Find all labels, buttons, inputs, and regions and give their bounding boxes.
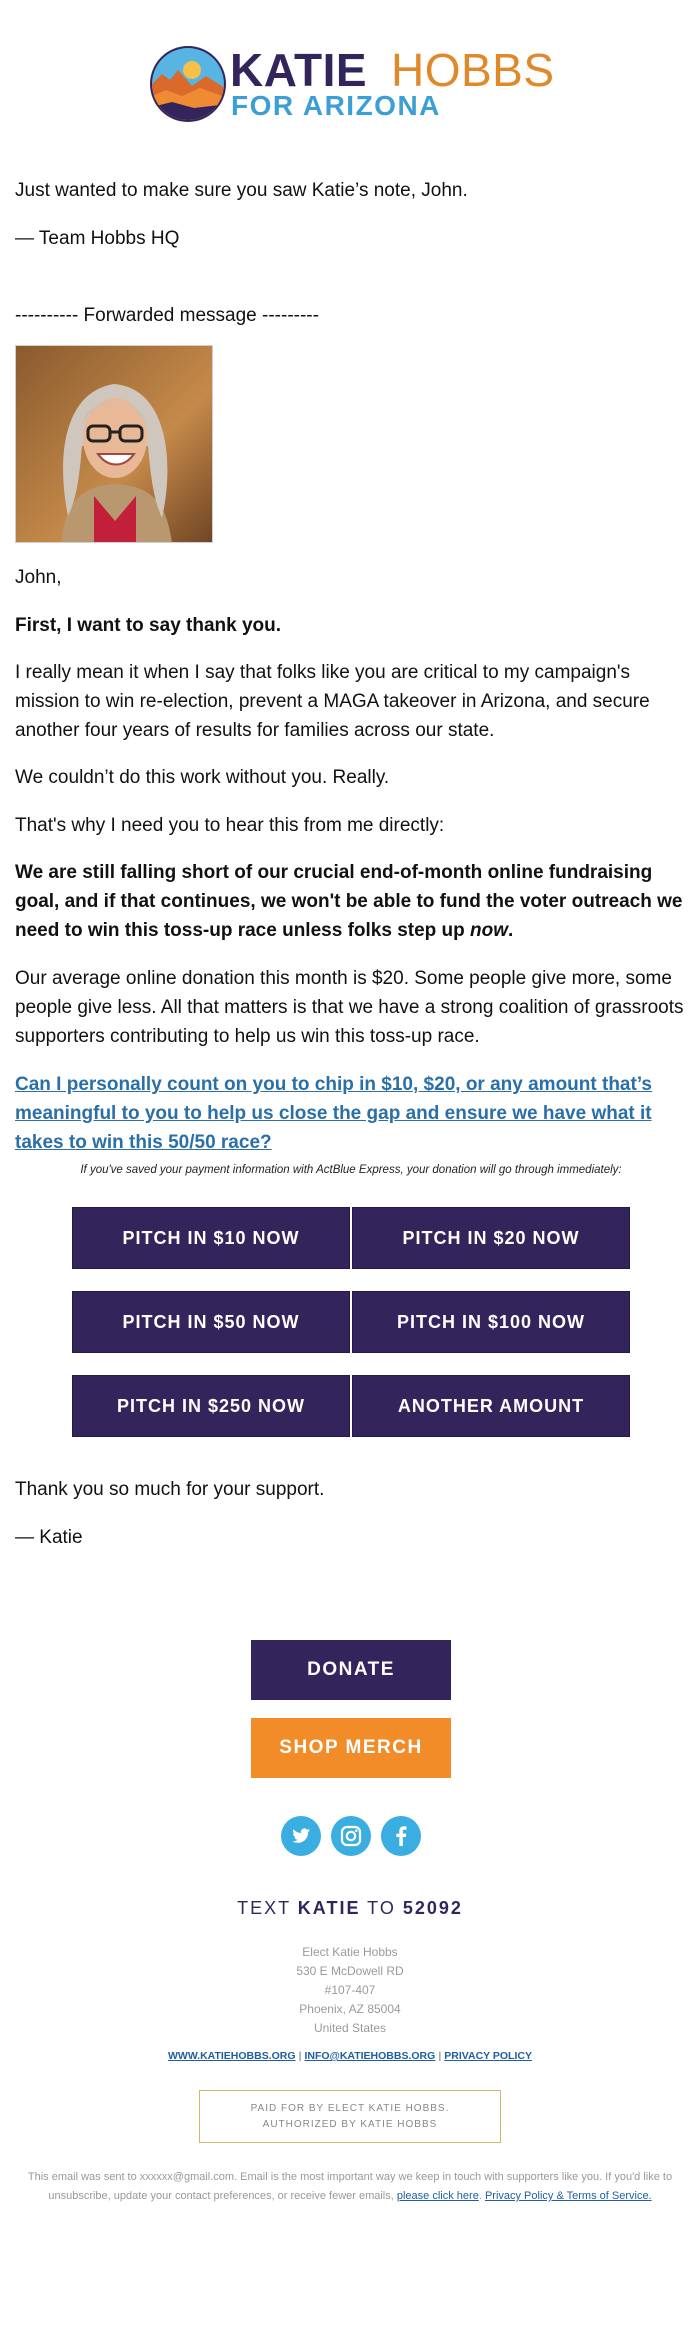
- text-shortcode: 52092: [402, 1898, 463, 1918]
- forwarded-divider: ---------- Forwarded message ---------: [15, 305, 319, 326]
- legal-dot: .: [478, 2190, 485, 2202]
- authorized-line: AUTHORIZED BY KATIE HOBBS: [262, 2119, 438, 2130]
- paid-for-line: PAID FOR BY ELECT KATIE HOBBS.: [250, 2103, 450, 2114]
- legal-footer: [20, 2168, 680, 2206]
- closing-thanks: Thank you so much for your support.: [15, 1479, 325, 1500]
- facebook-link[interactable]: [381, 1816, 421, 1856]
- email-link[interactable]: INFO@KATIEHOBBS.ORG: [304, 2050, 436, 2062]
- katie-signature: — Katie: [15, 1527, 83, 1548]
- address-org: Elect Katie Hobbs: [302, 1945, 398, 1959]
- chip-in-link[interactable]: Can I personally count on you to chip in $10, $20, or any amount that’s meaningful to you to help us close the gap and ensure we have what it takes to win this 50/50 race?: [15, 1074, 652, 1153]
- address-city: Phoenix, AZ 85004: [299, 2002, 401, 2016]
- campaign-logo: [148, 44, 568, 124]
- donate-button[interactable]: DONATE: [251, 1640, 451, 1700]
- address-street: 530 E McDowell RD: [296, 1964, 404, 1978]
- address-country: United States: [313, 2021, 387, 2035]
- legal-text: This email was sent to xxxxxx@gmail.com. Email is the most important way we keep in touch with supporters like you. If you'd like to unsubscribe, update your contact preferences, or receive fewer emails,: [27, 2171, 673, 2202]
- instagram-link[interactable]: [331, 1816, 371, 1856]
- falling-short-period: .: [508, 920, 514, 941]
- unsubscribe-link[interactable]: please click here: [396, 2190, 479, 2202]
- paragraph-mission: I really mean it when I say that folks like you are critical to my campaign's mission to win re-election, prevent a MAGA takeover in Arizona, and secure another four years of results for families across our state.: [15, 662, 650, 741]
- website-link[interactable]: WWW.KATIEHOBBS.ORG: [168, 2050, 296, 2062]
- paragraph-without-you: We couldn’t do this work without you. Really.: [15, 767, 390, 788]
- paragraph-falling-short: [15, 858, 687, 945]
- logo-for-arizona-text: FOR ARIZONA: [231, 90, 441, 121]
- pitch-50-button[interactable]: PITCH IN $50 NOW: [72, 1291, 350, 1353]
- instagram-icon: [331, 1816, 371, 1856]
- letter-greeting: John,: [15, 567, 62, 588]
- footer-separator: |: [438, 2050, 442, 2062]
- katie-photo: [15, 345, 213, 543]
- footer-links: [0, 2050, 700, 2062]
- pitch-250-button[interactable]: PITCH IN $250 NOW: [72, 1375, 350, 1437]
- logo-hobbs-text: HOBBS: [391, 44, 555, 96]
- pitch-100-button[interactable]: PITCH IN $100 NOW: [352, 1291, 630, 1353]
- falling-short-text: We are still falling short of our crucial end-of-month online fundraising goal, and if that continues, we won't be able to fund the voter outreach we need to win this toss-up race unless folks step up: [15, 862, 683, 941]
- privacy-terms-link[interactable]: Privacy Policy & Terms of Service.: [484, 2190, 652, 2202]
- footer-separator: |: [298, 2050, 302, 2062]
- text-keyword: KATIE: [297, 1898, 361, 1918]
- twitter-link[interactable]: [281, 1816, 321, 1856]
- paid-for-disclaimer: [199, 2090, 501, 2143]
- text-signup-pre: TEXT: [237, 1898, 298, 1918]
- team-signoff: — Team Hobbs HQ: [15, 228, 180, 249]
- text-signup: [0, 1898, 700, 1919]
- twitter-icon: [281, 1816, 321, 1856]
- pitch-10-button[interactable]: PITCH IN $10 NOW: [72, 1207, 350, 1269]
- pitch-20-button[interactable]: PITCH IN $20 NOW: [352, 1207, 630, 1269]
- actblue-note: If you've saved your payment information with ActBlue Express, your donation will go through immediately:: [80, 1164, 622, 1176]
- intro-line: Just wanted to make sure you saw Katie’s note, John.: [15, 180, 468, 201]
- now-emphasis: now: [470, 920, 509, 941]
- logo-katie-text: KATIE: [230, 44, 368, 96]
- paragraph-average-donation: Our average online donation this month is $20. Some people give more, some people give less. All that matters is that we have a strong coalition of grassroots supporters contributing to help us win this toss-up race.: [15, 968, 684, 1047]
- privacy-policy-link[interactable]: PRIVACY POLICY: [444, 2050, 532, 2062]
- arizona-landscape-logo-icon: [148, 44, 228, 124]
- shop-merch-button[interactable]: SHOP MERCH: [251, 1718, 451, 1778]
- paragraph-hear-directly: That's why I need you to hear this from me directly:: [15, 815, 445, 836]
- facebook-icon: [381, 1816, 421, 1856]
- thanks-line: First, I want to say thank you.: [15, 615, 282, 636]
- another-amount-button[interactable]: ANOTHER AMOUNT: [352, 1375, 630, 1437]
- text-signup-mid: TO: [360, 1898, 403, 1918]
- address-suite: #107-407: [324, 1983, 376, 1997]
